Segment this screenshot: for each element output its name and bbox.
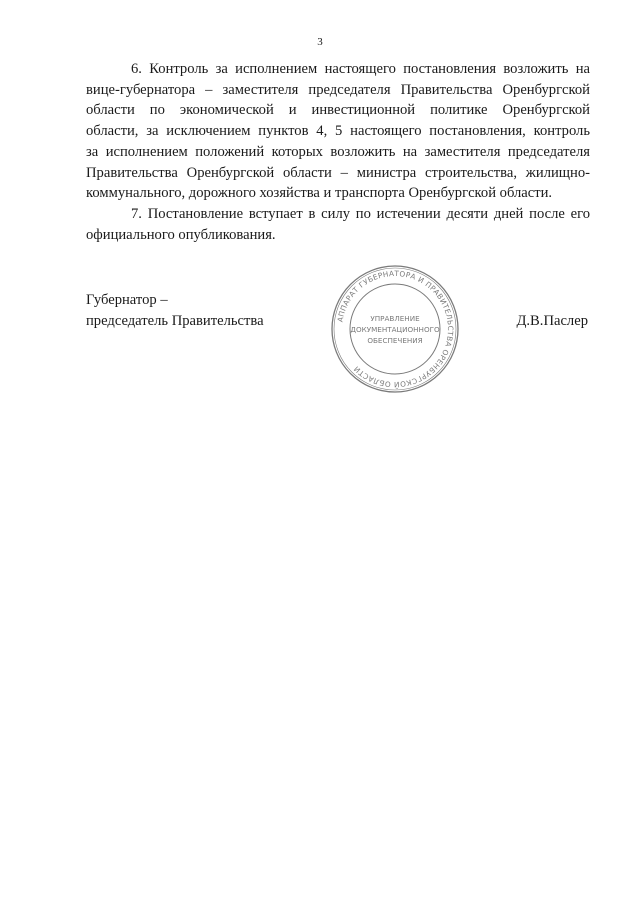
paragraph-line: области по экономической и инвестиционной политике Оренбургской [86,102,590,119]
paragraph-line: коммунального, дорожного хозяйства и транспорта Оренбургской области. [86,185,553,202]
official-seal-stamp [330,264,460,394]
paragraph-line: вице-губернатора – заместителя председателя Правительства Оренбургской [86,81,590,98]
paragraph-6 [86,59,590,204]
paragraph-line: за исполнением положений которых возложить на заместителя председателя [86,143,590,160]
paragraph-line: Правительства Оренбургской области – министра строительства, жилищно- [86,164,590,181]
signatory-name: Д.В.Паслер [516,313,588,329]
seal-center-line: УПРАВЛЕНИЕ [370,314,420,323]
paragraph-line: области, за исключением пунктов 4, 5 настоящего постановления, контроль [86,123,590,140]
signatory-position [86,290,264,331]
seal-ring-text: АППАРАТ ГУБЕРНАТОРА И ПРАВИТЕЛЬСТВА ОРЕНБУРГСКОЙ ОБЛАСТИ [335,268,456,390]
position-line: председатель Правительства [86,312,264,329]
paragraph-line: 6. Контроль за исполнением настоящего постановления возложить на [131,61,590,77]
paragraph-line: 7. Постановление вступает в силу по истечении десяти дней после его [131,205,590,222]
seal-center-line: ОБЕСПЕЧЕНИЯ [367,336,423,345]
document-body [86,59,590,245]
seal-center-line: ДОКУМЕНТАЦИОННОГО [350,325,440,334]
paragraph-7 [86,204,590,245]
position-line: Губернатор – [86,292,168,308]
paragraph-line: официального опубликования. [86,226,276,243]
page-number: 3 [317,36,323,48]
